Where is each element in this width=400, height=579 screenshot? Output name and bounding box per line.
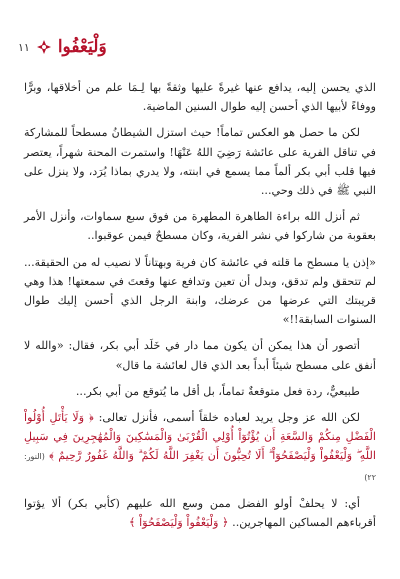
- verse-paragraph: [24, 408, 376, 487]
- paragraph: [24, 123, 376, 200]
- paragraph-text: طبيعيٌّ، ردة فعل متوقعةٌ تماماً، بل أقل ما يُتوقع من أبي بكر...: [75, 384, 360, 398]
- paragraph: [24, 494, 376, 532]
- quran-verse: ﴿ وَلَا يَأْتَلِ أُوْلُواْ الْفَضْلِ مِنكُمْ وَالسَّعَةِ أَن يُؤْتُوٓاْ أُوْلِي الْقُرْبَىٰ وَالْمَسَٰكِينَ وَالْمُهَٰجِرِينَ فِي سَبِيلِ اللَّهِ ۖ وَلْيَعْفُواْ وَلْيَصْفَحُوٓاْ ۗ أَلَا تُحِبُّونَ أَن يَغْفِرَ اللَّهُ لَكُمْ ۗ وَاللَّهُ غَفُورٌ رَّحِيمٌ ﴾: [24, 411, 376, 463]
- paragraph-text: أتصور أن هذا يمكن أن يكون مما دار في خَلَد أبي بكر، فقال: «والله لا أنفق على مسطح شيئاً أبداً بعد الذي قال لعائشة ما قال»: [24, 339, 376, 372]
- paragraph-text: الذي يحسن إليه، يدافع عنها غيرةً عليها وثقةً بها لِـمَا علم من أخلاقها، وبرًّا ووفاءً لأبيها الذي أحسن إليه طوال السنين الماضية.: [24, 81, 376, 114]
- book-title: وَلْيَعْفُوا: [57, 37, 107, 57]
- paragraph: [24, 382, 376, 401]
- page-header: [18, 30, 128, 64]
- page-number: ١١: [18, 40, 30, 54]
- quran-verse: ﴿ وَلْيَعْفُواْ وَلْيَصْفَحُوٓاْ ﴾: [129, 516, 229, 530]
- ornament-icon: [36, 39, 52, 55]
- paragraph: [24, 78, 376, 116]
- paragraph-text: لكن ما حصل هو العكس تماماً! حيث استزل الشيطانُ مسطحاً للمشاركة في تناقل الفرية على عائشة رَضِيَ اللهُ عَنْهَا! واستمرت المحنة شهراً، يعتصر فيها قلب أبي بكر ألماً مما يسمع في ابنته، ولا يدري بماذا يُرَد، ولا ينزل على النبي ﷺ في ذلك وحي...: [24, 126, 376, 198]
- page-body: [24, 78, 376, 539]
- paragraph-text: «إذن يا مسطح ما قلته في عائشة كان فرية وبهتاناً لا نصيب له من الحقيقة... لم تتحقق ولم تدقق، وبدل أن تعين وتدافع عنها وقعتَ في سمعتها! هذا وهي قريبتك التي عرضها من عرضك، وابنة الرجل الذي أحسن إليك طوال السنوات السابقة!!»: [24, 255, 376, 327]
- paragraph-text: أي: لا يحلفْ أولو الفضل ممن وسع الله عليهم (كأبي بكر) ألا يؤتوا أقرباءهم المساكين المهاجرين..: [24, 496, 376, 530]
- verse-reference: (النور: ٢٢): [24, 452, 376, 482]
- paragraph: [24, 336, 376, 374]
- paragraph: [24, 207, 376, 245]
- quoted-paragraph: [24, 253, 376, 330]
- paragraph-text: ثم أنزل الله براءة الطاهرة المطهرة من فوق سبع سماوات، وأنزل الأمر بعقوبة من شاركوا في نشر الفرية، وكان مسطحٌ فيمن عوقبوا..: [24, 210, 376, 243]
- paragraph-text: لكن الله عز وجل يريد لعباده خلقاً أسمى، فأنزل تعالى:: [98, 411, 361, 425]
